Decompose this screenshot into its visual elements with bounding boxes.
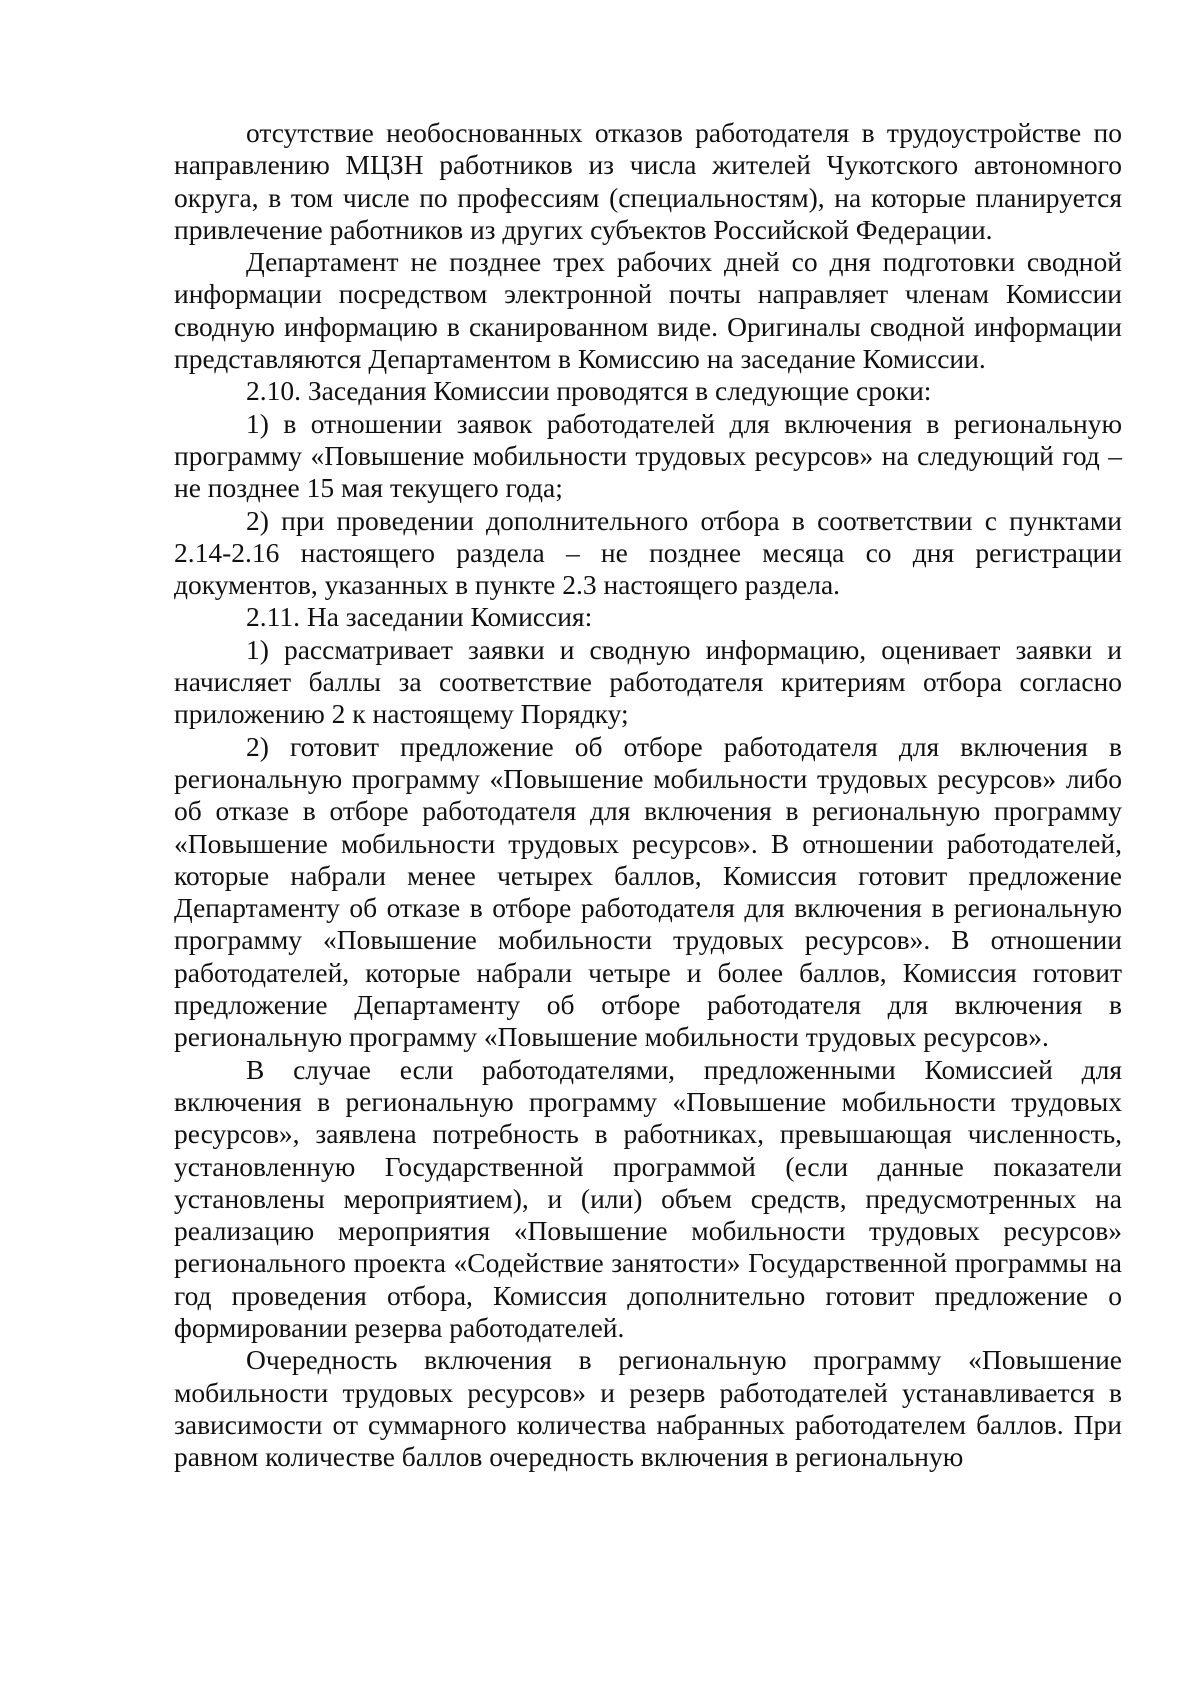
paragraph-employer-reserve: В случае если работодателями, предложенными Комиссией для включения в региональную программу «Повышение мобильности трудовых ресурсов», заявлена потребность в работниках, превышающая численность, установленную Государственной программой (если данные показатели установлены мероприятием), и (или) объем средств, предусмотренных на реализацию мероприятия «Повышение мобильности трудовых ресурсов» регионального проекта «Содействие занятости» Государственной программы на год проведения отбора, Комиссия дополнительно готовит предложение о формировании резерва работодателей. <box>174 1053 1122 1343</box>
paragraph-2-10-item-1: 1) в отношении заявок работодателей для включения в региональную программу «Повышение мобильности трудовых ресурсов» на следующий год – не позднее 15 мая текущего года; <box>174 407 1122 504</box>
paragraph-2-11-commission-meeting: 2.11. На заседании Комиссия: <box>246 601 593 633</box>
paragraph-2-11-item-1: 1) рассматривает заявки и сводную информацию, оценивает заявки и начисляет баллы за соответствие работодателя критериям отбора согласно приложению 2 к настоящему Порядку; <box>174 633 1122 730</box>
paragraph-department-summary-info: Департамент не позднее трех рабочих дней со дня подготовки сводной информации посредством электронной почты направляет членам Комиссии сводную информацию в сканированном виде. Оригиналы сводной информации представляются Департаментом в Комиссию на заседание Комиссии. <box>174 246 1122 375</box>
paragraph-2-11-item-2: 2) готовит предложение об отборе работодателя для включения в региональную программу «Повышение мобильности трудовых ресурсов» либо об отказе в отборе работодателя для включения в региональную программу «Повышение мобильности трудовых ресурсов». В отношении работодателей, которые набрали менее четырех баллов, Комиссия готовит предложение Департаменту об отказе в отборе работодателя для включения в региональную программу «Повышение мобильности трудовых ресурсов». В отношении работодателей, которые набрали четыре и более баллов, Комиссия готовит предложение Департаменту об отборе работодателя для включения в региональную программу «Повышение мобильности трудовых ресурсов». <box>174 730 1122 1053</box>
paragraph-inclusion-order: Очередность включения в региональную программу «Повышение мобильности трудовых ресурсов» и резерв работодателей устанавливается в зависимости от суммарного количества набранных работодателем баллов. При равном количестве баллов очередность включения в региональную <box>174 1344 1122 1473</box>
paragraph-2-10-item-2: 2) при проведении дополнительного отбора в соответствии с пунктами 2.14-2.16 настоящего раздела – не позднее месяца со дня регистрации документов, указанных в пункте 2.3 настоящего раздела. <box>174 504 1122 601</box>
paragraph-no-unjustified-refusals: отсутствие необоснованных отказов работодателя в трудоустройстве по направлению МЦЗН работников из числа жителей Чукотского автономного округа, в том числе по профессиям (специальностям), на которые планируется привлечение работников из других субъектов Российской Федерации. <box>174 117 1122 245</box>
paragraph-2-10-meeting-deadlines: 2.10. Заседания Комиссии проводятся в следующие сроки: <box>246 375 932 407</box>
document-page <box>174 117 1122 1473</box>
